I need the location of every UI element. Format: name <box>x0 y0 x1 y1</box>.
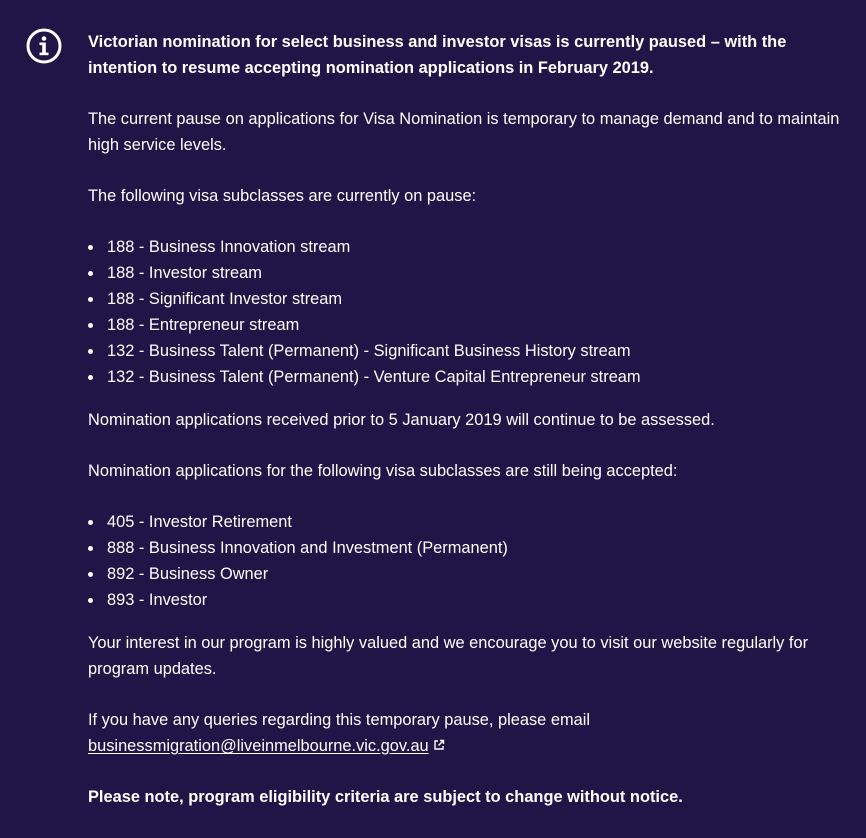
list-item: 188 - Entrepreneur stream <box>107 312 848 338</box>
list-item: 888 - Business Innovation and Investment (Permanent) <box>107 535 848 561</box>
eligibility-note: Please note, program eligibility criteria are subject to change without notice. <box>88 788 683 806</box>
prior-applications-note: Nomination applications received prior to 5 January 2019 will continue to be assessed. <box>88 411 715 429</box>
list-item: 892 - Business Owner <box>107 561 848 587</box>
paused-visa-list <box>88 234 848 390</box>
pause-paragraph: The current pause on applications for Visa Nomination is temporary to manage demand and to maintain high service levels. <box>88 110 840 154</box>
list-item: 188 - Business Innovation stream <box>107 234 848 260</box>
external-link-icon <box>433 739 445 751</box>
list-item: 132 - Business Talent (Permanent) - Significant Business History stream <box>107 338 848 364</box>
list-item: 405 - Investor Retirement <box>107 509 848 535</box>
paused-intro: The following visa subclasses are currently on pause: <box>88 187 477 205</box>
alert-heading: Victorian nomination for select business and investor visas is currently paused – with the intention to resume accepting nomination applications in February 2019. <box>88 33 787 77</box>
queries-text: If you have any queries regarding this temporary pause, please email <box>88 711 591 729</box>
info-circle-icon <box>26 28 62 64</box>
email-link[interactable] <box>88 737 429 755</box>
accepted-intro: Nomination applications for the following visa subclasses are still being accepted: <box>88 462 678 480</box>
accepted-visa-list <box>88 509 848 613</box>
interest-paragraph: Your interest in our program is highly valued and we encourage you to visit our website regularly for program updates. <box>88 634 809 678</box>
email-link-text: businessmigration@liveinmelbourne.vic.gov.au <box>88 737 429 755</box>
list-item: 188 - Significant Investor stream <box>107 286 848 312</box>
list-item: 132 - Business Talent (Permanent) - Venture Capital Entrepreneur stream <box>107 364 848 390</box>
list-item: 188 - Investor stream <box>107 260 848 286</box>
list-item: 893 - Investor <box>107 587 848 613</box>
alert-content <box>88 29 848 835</box>
queries-paragraph <box>88 707 848 759</box>
